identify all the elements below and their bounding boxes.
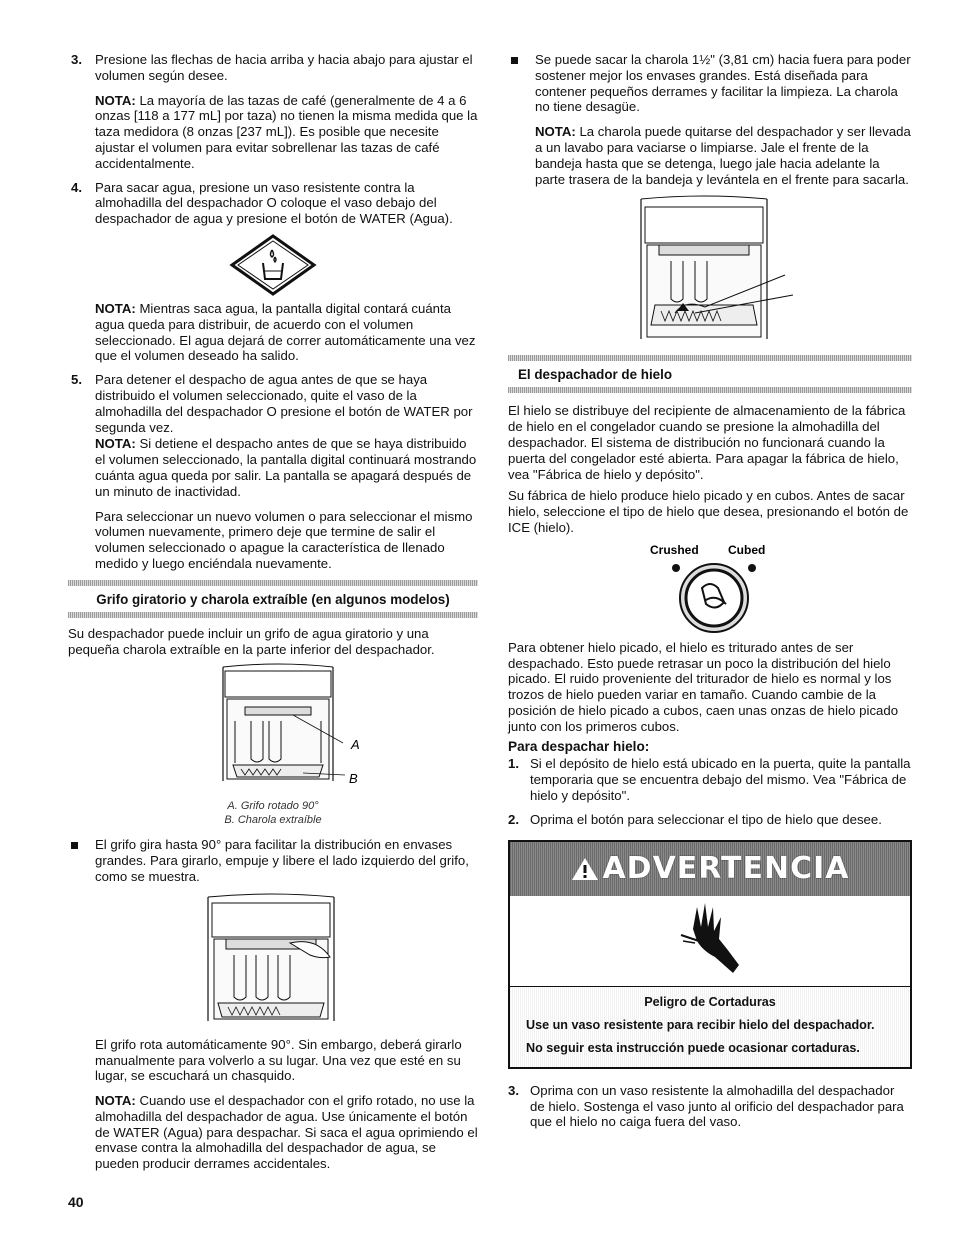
step-number: 1.: [508, 756, 519, 772]
note-label: NOTA:: [95, 92, 136, 108]
warning-icon-area: [510, 896, 910, 986]
dispenser-rotate-figure: [198, 893, 348, 1029]
ice-section-title: El despachador de hielo: [518, 367, 673, 383]
note-label: NOTA:: [95, 436, 136, 452]
note-text: La mayoría de las tazas de café (generalmente de 4 a 6 onzas [118 a 177 mL] por taza) no tienen la misma medida que la taza medidora (8 onzas [237 mL]). Es posible que necesite ajustar el volumen para evitar sobrellenar las tazas de café accidentalmente.: [95, 92, 478, 171]
step-3: [68, 52, 478, 172]
warning-box: [508, 840, 912, 1069]
ice-step-2: [508, 812, 912, 828]
tray-removal-figure: [625, 195, 795, 345]
bullet-icon: [511, 57, 518, 64]
step-number: 5.: [71, 372, 82, 388]
figure-caption: [68, 799, 478, 827]
warning-line-1: Use un vaso resistente para recibir hielo del despachador.: [526, 1017, 875, 1032]
dispenser-swivel-figure: [183, 663, 363, 795]
para-auto: El grifo rota automáticamente 90°. Sin embargo, deberá girarlo manualmente para volverlo a su lugar. Una vez que esté en su lugar, se escuchará un chasquido.: [95, 1036, 462, 1084]
page-number: 40: [68, 1194, 84, 1210]
step-5: [68, 372, 478, 572]
right-column: [508, 52, 912, 1138]
note-text: Mientras saca agua, la pantalla digital contará cuánta agua queda para distribuir, de acuerdo con el volumen seleccionado. El agua dejará de correr automáticamente una vez que el volumen deseado ha salido.: [95, 300, 476, 364]
para-auto-block: [68, 1037, 478, 1172]
note: [95, 1093, 478, 1172]
crushed-label: Crushed: [650, 542, 699, 557]
divider: [508, 387, 912, 393]
step-text: Si el depósito de hielo está ubicado en la puerta, quite la pantalla temporaria que se encuentra debajo del mismo. Vea "Fábrica de hielo y depósito".: [530, 756, 911, 803]
note-label: NOTA:: [535, 124, 576, 140]
ice-paragraph-1: El hielo se distribuye del recipiente de almacenamiento de la fábrica de hielo en el congelador cuando se presione la almohadilla del despachador. El sistema de distribución no funcionará cuando la puerta del congelador esté abierta. Para apagar la fábrica de hielo, vea "Fábrica de hielo y depósito".: [508, 403, 906, 482]
ice-selector-figure: [640, 540, 780, 636]
warning-triangle-icon: [570, 856, 600, 882]
warning-header: [510, 842, 910, 896]
step-number: 4.: [71, 179, 82, 195]
step-text: Oprima el botón para seleccionar el tipo de hielo que desee.: [530, 811, 882, 827]
warning-subtitle: Peligro de Cortaduras: [644, 994, 776, 1009]
ice-heading-block: [508, 355, 912, 393]
note-text: Cuando use el despachador con el grifo rotado, no use la almohadilla del despachador de agua. Use únicamente el botón de WATER (Agua) para despachar. Si saca el agua oprimiendo el envase contra la almohadilla del despachador de agua, se pueden producir derrames accidentales.: [95, 1093, 478, 1172]
step-text: Para sacar agua, presione un vaso resistente contra la almohadilla del despachador O coloque el vaso debajo del despachador de agua y presione el botón de WATER (Agua).: [95, 179, 453, 227]
note-label: NOTA:: [95, 1093, 136, 1109]
note: [535, 124, 912, 187]
ice-step-1: [508, 756, 912, 803]
caption-b: B. Charola extraíble: [224, 814, 322, 827]
warning-body: [510, 986, 910, 1067]
note-text: La charola puede quitarse del despachador y ser llevada a un lavabo para vaciarse o limpiarse. Jale el frente de la bandeja hasta que se detenga, luego jale hacia adelante la parte trasera de la bandeja y levántela en el frente para sacarla.: [535, 124, 911, 187]
bullet-text: El grifo gira hasta 90° para facilitar la distribución en envases grandes. Para girarlo, empuje y libere el lado izquierdo del grifo, como se muestra.: [95, 837, 469, 884]
label-a: A: [351, 737, 360, 753]
bullet-tray: [508, 52, 912, 187]
step-text: Presione las flechas de hacia arriba y hacia abajo para ajustar el volumen según desee.: [95, 52, 473, 83]
section-title: Grifo giratorio y charola extraíble (en algunos modelos): [96, 591, 450, 607]
warning-line-2: No seguir esta instrucción puede ocasionar cortaduras.: [526, 1041, 860, 1056]
section-heading-block: [68, 580, 478, 618]
caption-a: A. Grifo rotado 90°: [227, 800, 319, 813]
label-b: B: [349, 771, 358, 787]
step-text: Oprima con un vaso resistente la almohadilla del despachador de hielo. Sostenga el vaso junto al orificio del despachador para que el hielo no caiga fuera del vaso.: [530, 1082, 904, 1130]
note-text: Si detiene el despacho antes de que se haya distribuido el volumen seleccionado, la pantalla digital continuará mostrando cuánta agua queda por salir. La pantalla se apagará después de un minuto de inactividad.: [95, 436, 477, 499]
note-block: [68, 301, 478, 364]
step-text: Para detener el despacho de agua antes de que se haya distribuido el volumen seleccionado, quite el vaso de la almohadilla del despachador O presione el botón de WATER por segunda vez.: [95, 372, 473, 435]
crushed-indicator: [672, 564, 680, 572]
step-number: 2.: [508, 811, 519, 827]
section-intro: Su despachador puede incluir un grifo de agua giratorio y una pequeña charola extraíble en la parte inferior del despachador.: [68, 625, 435, 657]
dispense-ice-subtitle: Para despachar hielo:: [508, 738, 650, 754]
warning-title: ADVERTENCIA: [602, 851, 850, 887]
step-4: [68, 180, 478, 227]
note: [95, 93, 478, 172]
step-number: 3.: [71, 52, 82, 67]
bullet-text: Se puede sacar la charola 1½" (3,81 cm) hacia fuera para poder sostener mejor los envases grandes. Está diseñada para contener pequeños derrames y facilitar la limpieza. La charola no tiene desagüe.: [535, 52, 911, 115]
bullet-swivel: [68, 837, 478, 884]
ice-paragraph-2: Su fábrica de hielo produce hielo picado y en cubos. Antes de sacar hielo, seleccione el tipo de hielo que desea, presionando el botón de ICE (hielo).: [508, 488, 909, 535]
note-label: NOTA:: [95, 300, 136, 316]
step-extra-text: Para seleccionar un nuevo volumen o para seleccionar el mismo volumen nuevamente, primero deje que termine de salir el volumen seleccionado o apague la característica de llenado medido y luego enciéndala nuevamente.: [95, 508, 473, 571]
water-dispenser-icon: [228, 233, 318, 297]
step-number: 3.: [508, 1082, 519, 1098]
ice-paragraph-3: Para obtener hielo picado, el hielo es triturado antes de ser despachado. Esto puede retrasar un poco la distribución del hielo picado. El ruido proveniente del triturador de hielo es normal y los trozos de hielo pueden variar en tamaño. Cuando cambie de la posición de hielo picado a cubos, caen unas onzas de hielo picado junto con los primeros cubos.: [508, 639, 899, 734]
bullet-icon: [71, 842, 78, 849]
cut-hand-icon: [675, 901, 745, 981]
left-column: [68, 52, 478, 1172]
cubed-label: Cubed: [728, 542, 766, 557]
cubed-indicator: [748, 564, 756, 572]
note: [95, 436, 478, 499]
ice-step-3: [508, 1083, 912, 1130]
divider: [68, 612, 478, 618]
